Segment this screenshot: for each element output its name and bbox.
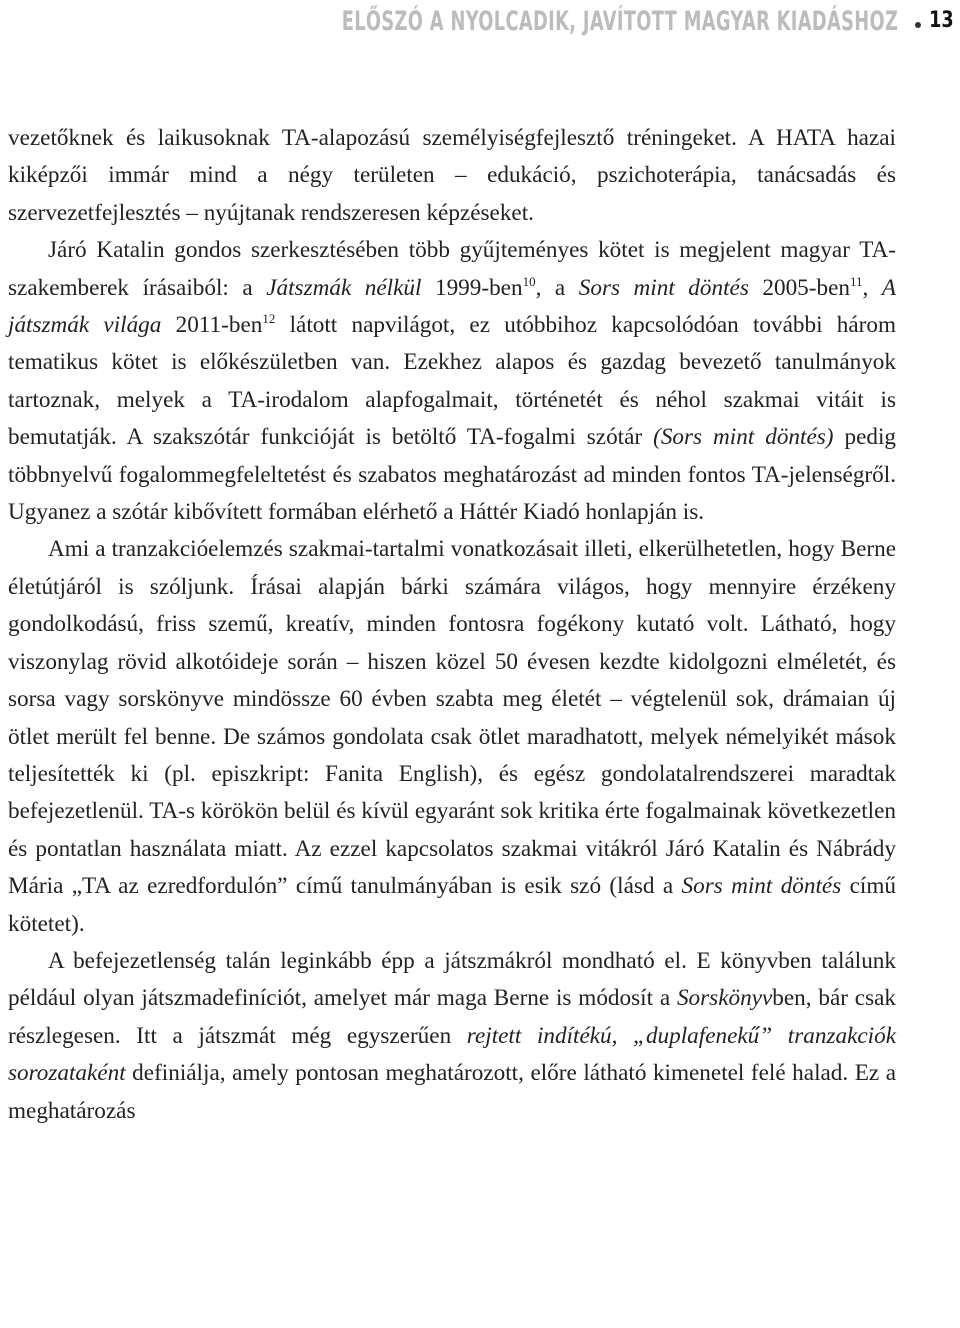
text-span: Járó Katalin gondos szerkesztésében több gyűjteményes kötet is megjelent magyar TA-szakemberek írásaiból: a bbox=[8, 237, 896, 301]
text-span: ben, bár csak részlegesen. Itt a játszmát még egyszerűen bbox=[8, 985, 896, 1049]
text-span: A befejezetlenség talán leginkább épp a játszmákról mondható el. E könyvben találunk például olyan játszmadefiníciót, amelyet már maga Berne is módosít a bbox=[8, 947, 896, 1012]
text-span: látott napvilágot, ez utóbbihoz kapcsolódóan további három tematikus kötet is előkészületben van. Ezekhez alapos és gazdag bevezető tanulmányok tartoznak, melyek a TA-​irodalom alapfogalmait, történetét és néhol szakmai vitáit is bemutatják. A szakszótár funkcióját is betöltő TA-fogalmi szótár bbox=[8, 312, 897, 451]
paragraph-1 bbox=[8, 120, 896, 531]
text-span: vezetőknek és laikusoknak TA-alapozású személyiségfejlesztő tréningeket. A HATA hazai kiképzői immár mind a négy területen – edukáció, pszichoterápia, tanácsadás és szervezetfejlesztés – nyújtanak rendszeresen képzéseket. bbox=[8, 125, 896, 226]
paragraph-2 bbox=[8, 531, 896, 942]
book-title: A játszmák világa bbox=[8, 274, 897, 339]
text-span: , bbox=[862, 274, 882, 301]
text-span: 2011-ben bbox=[161, 312, 263, 339]
book-title: (Sors mint döntés) bbox=[653, 424, 834, 451]
bullet-separator-icon bbox=[915, 22, 921, 28]
text-span: definiálja, amely pontosan meghatározott, előre látható kimenetel felé halad. Ez a meghatározás bbox=[8, 1060, 896, 1124]
book-title: Sors mint döntés bbox=[681, 873, 842, 900]
book-title: Játszmák nélkül bbox=[266, 274, 422, 301]
running-title: ELŐSZÓ A NYOLCADIK, JAVÍTOTT MAGYAR KIADÁSHOZ bbox=[341, 6, 898, 37]
text-span: Ami a tranzakcióelemzés szakmai-tartalmi vonatkozásait illeti, elkerülhetetlen, hogy Berne életútjáról is szóljunk. Írásai alapján bárki számára világos, hogy mennyire érzékeny gondolkodású, friss szemű, kreatív, minden fontosra fogékony kutató volt. Látható, hogy viszonylag rövid alkotóideje során – hiszen közel 50 évesen kezdte kidolgozni elméletét, és sorsa vagy sorskönyve mindössze 60 évben szabta meg életét – végtelenül sok, drámaian új ötlet merült fel benne. De számos gondolata csak ötlet maradhatott, melyek némelyikét mások teljesítették ki (pl. episzkript: Fanita English), és egész gondolatalrendszerei maradtak befejezetlenül. TA-s körökön belül és kívül egyaránt sok kritika érte fogalmainak következetlen és pontatlan használata miatt. Az ezzel kapcsolatos szakmai vitákról Járó Katalin és Nábrády Mária „TA az ezredfordulón” című tanulmányában is esik szó (lásd a bbox=[8, 536, 896, 900]
book-title: Sorskönyv bbox=[676, 985, 773, 1012]
body-text bbox=[8, 120, 896, 1130]
text-span: , a bbox=[535, 274, 579, 301]
footnote-ref: 11 bbox=[849, 273, 863, 289]
text-span: pedig többnyelvű fogalommegfeleltetést és szabatos meghatározást ad minden fontos TA-jelenségről. Ugyanez a szótár kibővített formában elérhető a Háttér Kiadó honlapján is. bbox=[8, 424, 897, 526]
text-span: című kötetet). bbox=[8, 873, 896, 937]
page-header bbox=[0, 0, 960, 54]
book-title: Sors mint döntés bbox=[578, 274, 749, 301]
footnote-ref: 10 bbox=[522, 273, 536, 289]
text-span: 2005-ben bbox=[748, 274, 850, 301]
footnote-ref: 12 bbox=[262, 311, 276, 327]
italic-phrase: rejtett indítékú, „duplafenekű” tranzakciók sorozataként bbox=[8, 1022, 896, 1087]
page-number: 13 bbox=[929, 8, 954, 33]
text-span: 1999-ben bbox=[421, 274, 523, 301]
paragraph-3 bbox=[8, 943, 896, 1130]
